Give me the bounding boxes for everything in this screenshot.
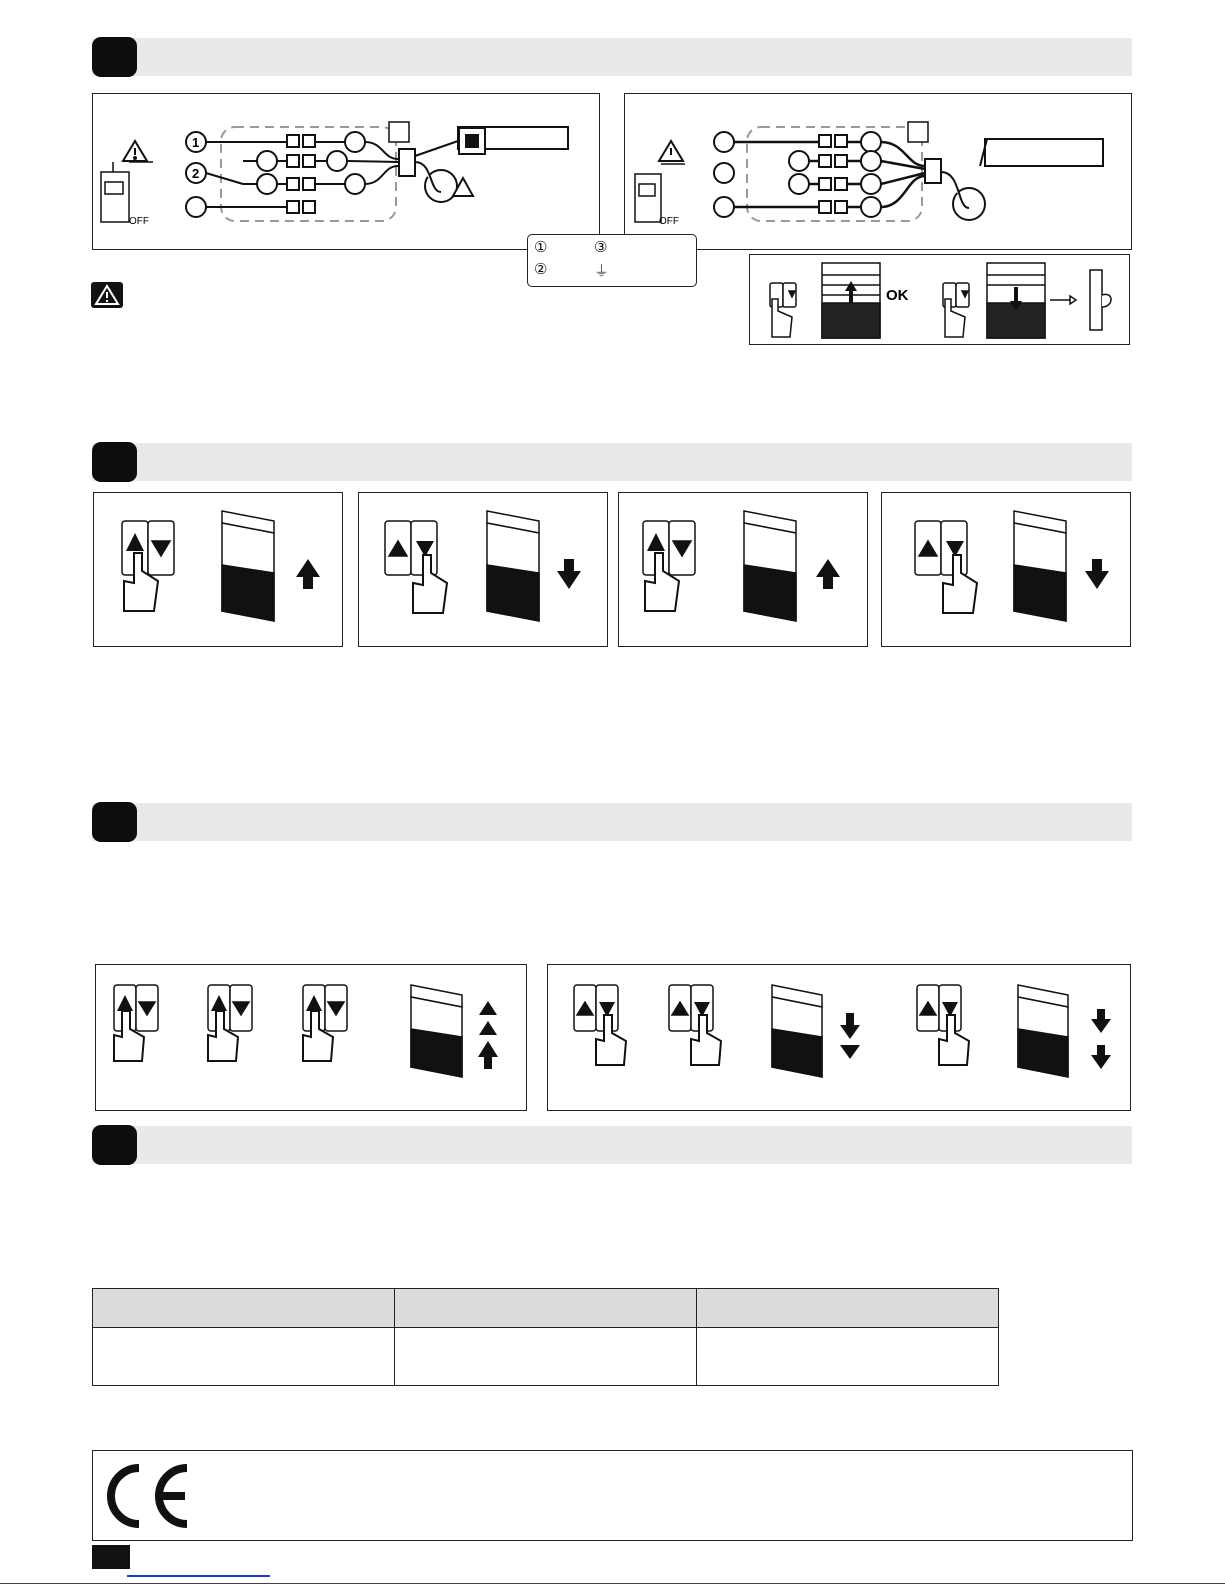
step-panel-2 [358,492,608,647]
table-cell [395,1328,697,1386]
table-cell [697,1328,999,1386]
roller-shutter-icon [222,511,274,621]
circuit-breaker-icon [635,164,685,222]
table-cell [93,1328,395,1386]
roller-shutter-icon [744,511,796,621]
breaker-off-label: OFF [659,216,679,227]
ce-declaration-box [92,1450,1133,1541]
water-drop-icon [415,162,457,202]
roller-shutter-icon [1018,985,1068,1077]
warning-icon [123,141,147,161]
warning-icon [91,282,123,308]
section-band-3 [92,803,1132,841]
table-row [93,1328,999,1386]
roller-shutter-icon [487,511,539,621]
direction-check-box [749,254,1130,345]
sequence-panel-up [95,964,527,1111]
warning-icon [659,141,683,161]
arrow-down-icon [840,1045,860,1059]
section-badge-2 [92,442,137,482]
arrow-up-icon [479,1021,497,1035]
step-panel-4 [881,492,1131,647]
legend-item-3: ③ [594,239,608,256]
section-badge-1 [92,37,137,77]
ok-label: OK [886,287,909,304]
specifications-table [92,1288,999,1386]
page-number-badge [92,1545,130,1569]
table-header [93,1289,395,1328]
arrow-up-icon [479,1001,497,1015]
wire-label-2: 2 [192,166,200,181]
legend-item-2: ② [534,261,548,278]
connector-icon [1050,270,1111,330]
breaker-off-label: OFF [129,216,149,227]
circuit-breaker-icon [101,162,153,222]
step-panel-3 [618,492,868,647]
arrow-up-icon [478,1041,498,1069]
water-drop-icon [941,172,985,220]
arrow-down-icon [1091,1009,1111,1033]
motor-tube-icon [415,127,568,156]
section-band-2 [92,443,1132,481]
roller-shutter-icon [411,985,462,1077]
arrow-up-icon [816,559,840,589]
section-badge-3 [92,802,137,842]
section-badge-4 [92,1125,137,1165]
wiring-diagram-right [624,93,1132,250]
wire-legend [527,234,697,287]
switch-mini-icon [389,122,409,142]
wiring-diagram-left [92,93,600,250]
earth-symbol-icon: ⏚ [594,263,610,280]
arrow-down-icon [1091,1045,1111,1069]
table-header [697,1289,999,1328]
arrow-up-icon [296,559,320,589]
arrow-down-icon [840,1013,860,1039]
switch-mini-icon [908,122,928,142]
roller-shutter-icon [1014,511,1066,621]
sequence-panel-down [547,964,1131,1111]
section-band-1 [92,38,1132,76]
motor-tube-icon [980,139,1103,166]
wire-label-1: 1 [192,135,200,150]
arrow-down-icon [1085,559,1109,589]
ce-mark-icon [99,1456,199,1536]
step-panel-1 [93,492,343,647]
arrow-down-icon [557,559,581,589]
footer-link-underline[interactable] [127,1575,270,1577]
table-header [395,1289,697,1328]
roller-shutter-icon [772,985,822,1077]
section-band-4 [92,1126,1132,1164]
legend-item-1: ① [534,239,548,256]
footer-divider [0,1583,1225,1584]
